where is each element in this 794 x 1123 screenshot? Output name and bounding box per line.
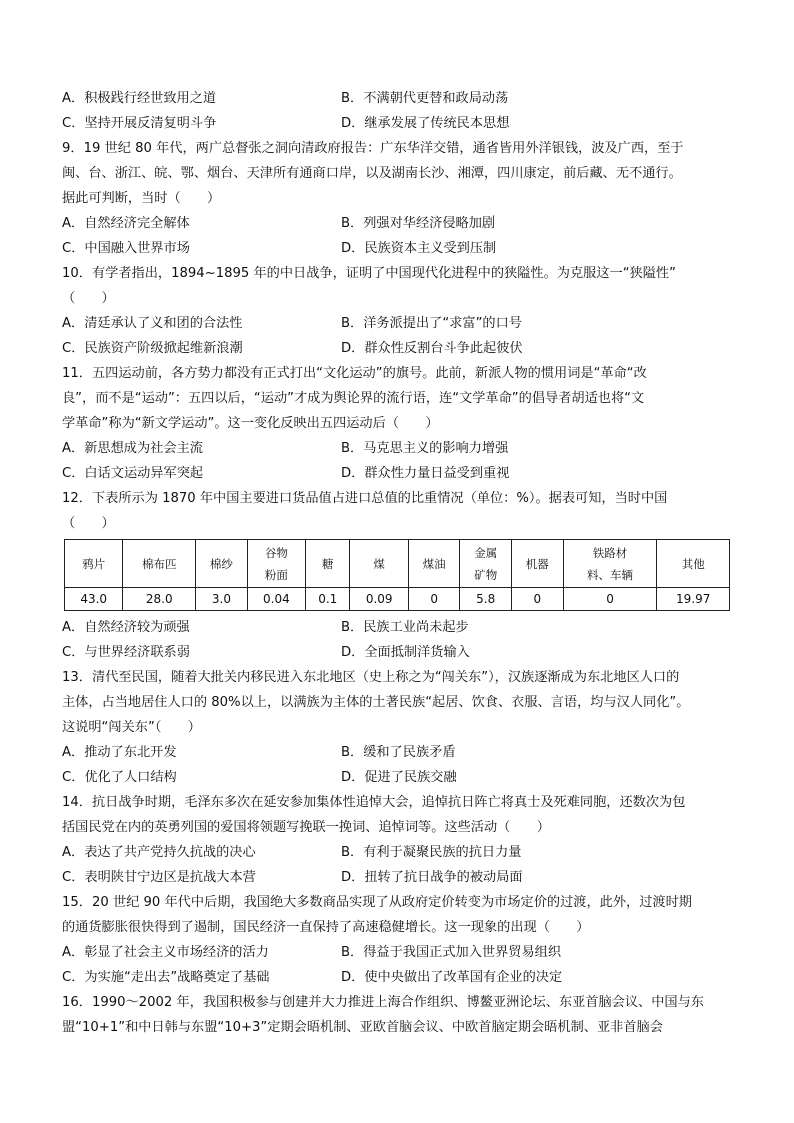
q12-stem-line-2: （ ）	[62, 516, 115, 531]
q12-option-c[interactable]: C．与世界经济联系弱	[62, 645, 190, 660]
header-text: 机器	[525, 556, 549, 571]
q8-options-row-1	[62, 86, 732, 111]
import-table-header-cell	[350, 540, 408, 588]
import-table-header-cell	[247, 540, 305, 588]
q10-options-row-1	[62, 311, 732, 336]
header-text: 矿物	[474, 567, 498, 582]
q11-stem-line-2: 良”，而不是“运动”：五四以后，“运动”才成为舆论界的流行语，连“文学革命”的倡导者胡适也将“文	[62, 391, 645, 406]
q15-stem-line-2: 的通货膨胀很快得到了遏制，国民经济一直保持了高速稳健增长。这一现象的出现（ ）	[62, 920, 590, 935]
q12-option-a[interactable]: A．自然经济较为顽强	[62, 620, 190, 635]
q8-options-row-2	[62, 111, 732, 136]
q15-option-c[interactable]: C．为实施“走出去”战略奠定了基础	[62, 970, 270, 985]
q13-options-row-2	[62, 765, 732, 790]
q13-stem-line-1: 13．清代至民国，随着大批关内移民进入东北地区（史上称之为“闯关东”），汉族逐渐成为东北地区人口的	[62, 670, 680, 685]
q9-stem-line-1: 9．19 世纪 80 年代，两广总督张之洞向清政府报告：广东华洋交错，通省皆用外洋银钱，波及广西，至于	[62, 141, 684, 156]
q8-option-d[interactable]: D．继承发展了传统民本思想	[341, 116, 510, 131]
q11-stem-line-1: 11．五四运动前，各方势力都没有正式打出“文化运动”的旗号。此前，新派人物的惯用词是“革命“改	[62, 366, 647, 381]
q9-option-c[interactable]: C．中国融入世界市场	[62, 241, 190, 256]
q10-option-c[interactable]: C．民族资产阶级掀起维新浪潮	[62, 341, 243, 356]
q9-option-d[interactable]: D．民族资本主义受到压制	[341, 241, 497, 256]
header-text: 煤	[373, 556, 385, 571]
q14-options-row-1	[62, 840, 732, 865]
q12-stem-line-1: 12．下表所示为 1870 年中国主要进口货品值占进口总值的比重情况（单位：%）。据表可知，当时中国	[62, 491, 668, 506]
import-table-value-cell: 0	[512, 588, 564, 611]
q11-option-b[interactable]: B．马克思主义的影响力增强	[341, 441, 509, 456]
q14-option-c[interactable]: C．表明陕甘宁边区是抗战大本营	[62, 870, 256, 885]
header-text: 粉面	[264, 567, 288, 582]
q11-option-a[interactable]: A．新思想成为社会主流	[62, 441, 203, 456]
exam-page	[62, 86, 732, 1040]
q10-option-b[interactable]: B．洋务派提出了“求富”的口号	[341, 316, 522, 331]
q9-options-row-1	[62, 211, 732, 236]
q14-stem-line-1: 14．抗日战争时期，毛泽东多次在延安参加集体性追悼大会，追悼抗日阵亡将真士及死难同胞，还数次为包	[62, 795, 686, 810]
q13-option-a[interactable]: A．推动了东北开发	[62, 745, 177, 760]
q14-option-d[interactable]: D．扭转了抗日战争的被动局面	[341, 870, 523, 885]
header-text: 糖	[322, 556, 334, 571]
import-table-value-cell: 43.0	[65, 588, 123, 611]
q8-option-c[interactable]: C．坚持开展反清复明斗争	[62, 116, 217, 131]
q13-option-b[interactable]: B．缓和了民族矛盾	[341, 745, 456, 760]
import-table-header-cell	[563, 540, 657, 588]
q11-options-row-2	[62, 461, 732, 486]
import-table-header-cell	[408, 540, 460, 588]
header-text: 其他	[681, 556, 705, 571]
import-table-header-cell	[196, 540, 248, 588]
import-table-value-row	[65, 588, 730, 611]
header-text: 铁路材	[592, 545, 628, 560]
q10-options-row-2	[62, 336, 732, 361]
q12-option-b[interactable]: B．民族工业尚未起步	[341, 620, 469, 635]
header-text: 料、车辆	[587, 567, 634, 582]
header-text: 鸦片	[82, 556, 106, 571]
import-table-value-cell: 3.0	[196, 588, 248, 611]
q13-option-c[interactable]: C．优化了人口结构	[62, 770, 177, 785]
header-text: 煤油	[422, 556, 446, 571]
q9-option-a[interactable]: A．自然经济完全解体	[62, 216, 190, 231]
q13-option-d[interactable]: D．促进了民族交融	[341, 770, 457, 785]
q8-option-a[interactable]: A．积极践行经世致用之道	[62, 91, 217, 106]
import-table-header-cell	[657, 540, 730, 588]
import-table-header-cell	[123, 540, 196, 588]
q13-stem-line-2: 主体，占当地居住人口的 80%以上，以满族为主体的土著民族“起居、饮食、衣服、言语，均与汉人同化”。	[62, 695, 690, 710]
import-table-header-cell	[460, 540, 512, 588]
q10-option-a[interactable]: A．清廷承认了义和团的合法性	[62, 316, 243, 331]
q13-options-row-1	[62, 740, 732, 765]
q12-option-d[interactable]: D．全面抵制洋货输入	[341, 645, 470, 660]
q10-option-d[interactable]: D．群众性反割台斗争此起彼伏	[341, 341, 523, 356]
q10-stem-line-2: （ ）	[62, 291, 115, 306]
q9-options-row-2	[62, 236, 732, 261]
q12-options-row-2	[62, 640, 732, 665]
q10-stem-line-1: 10．有学者指出，1894~1895 年的中日战争，证明了中国现代化进程中的狭隘性。为克服这一“狭隘性”	[62, 266, 676, 281]
import-table-value-cell: 28.0	[123, 588, 196, 611]
import-table-value-cell: 0.1	[306, 588, 350, 611]
import-table-header-row	[65, 540, 730, 588]
q11-options-row-1	[62, 436, 732, 461]
q12-options-row-1	[62, 615, 732, 640]
q15-options-row-1	[62, 940, 732, 965]
q14-stem-line-2: 括国民党在内的英勇列国的爱国将领题写挽联一挽词、追悼词等。这些活动（ ）	[62, 820, 550, 835]
q14-option-b[interactable]: B．有利于凝聚民族的抗日力量	[341, 845, 522, 860]
q9-option-b[interactable]: B．列强对华经济侵略加剧	[341, 216, 496, 231]
import-share-table	[64, 539, 730, 611]
header-text: 棉布匹	[142, 556, 177, 571]
q15-stem-line-1: 15．20 世纪 90 年代中后期，我国绝大多数商品实现了从政府定价转变为市场定价的过渡，此外，过渡时期	[62, 895, 692, 910]
q15-option-d[interactable]: D．使中央做出了改革国有企业的决定	[341, 970, 563, 985]
q14-options-row-2	[62, 865, 732, 890]
header-text: 谷物	[264, 545, 288, 560]
import-table-value-cell: 19.97	[657, 588, 730, 611]
q16-stem-line-1: 16．1990～2002 年，我国积极参与创建并大力推进上海合作组织、博鳌亚洲论坛、东亚首脑会议、中国与东	[62, 995, 704, 1010]
q9-stem-line-2: 闽、台、浙江、皖、鄂、烟台、天津所有通商口岸，以及湖南长沙、湘潭，四川康定，前后藏、无不通行。	[62, 166, 682, 181]
q8-option-b[interactable]: B．不满朝代更替和政局动荡	[341, 91, 509, 106]
import-table-header-cell	[306, 540, 350, 588]
q15-option-a[interactable]: A．彰显了社会主义市场经济的活力	[62, 945, 269, 960]
q14-option-a[interactable]: A．表达了共产党持久抗战的决心	[62, 845, 256, 860]
import-table-header-cell	[65, 540, 123, 588]
q16-stem-line-2: 盟“10+1”和中日韩与东盟“10+3”定期会晤机制、亚欧首脑会议、中欧首脑定期会晤机制、亚非首脑会	[62, 1020, 663, 1035]
q15-option-b[interactable]: B．得益于我国正式加入世界贸易组织	[341, 945, 562, 960]
import-table-header-cell	[512, 540, 564, 588]
header-text: 金属	[474, 545, 498, 560]
import-table-value-cell: 0.09	[350, 588, 408, 611]
q13-stem-line-3: 这说明“闯关东”（ ）	[62, 720, 201, 735]
q9-stem-line-3: 据此可判断，当时（ ）	[62, 191, 221, 206]
import-table-value-cell: 0	[563, 588, 657, 611]
import-table-value-cell: 0	[408, 588, 460, 611]
header-text: 棉纱	[209, 556, 233, 571]
q11-option-d[interactable]: D．群众性力量日益受到重视	[341, 466, 510, 481]
import-table-value-cell: 0.04	[247, 588, 305, 611]
import-table-value-cell: 5.8	[460, 588, 512, 611]
q11-option-c[interactable]: C．白话文运动异军突起	[62, 466, 204, 481]
q15-options-row-2	[62, 965, 732, 990]
q11-stem-line-3: 学革命”称为“新文学运动”。这一变化反映出五四运动后（ ）	[62, 416, 439, 431]
